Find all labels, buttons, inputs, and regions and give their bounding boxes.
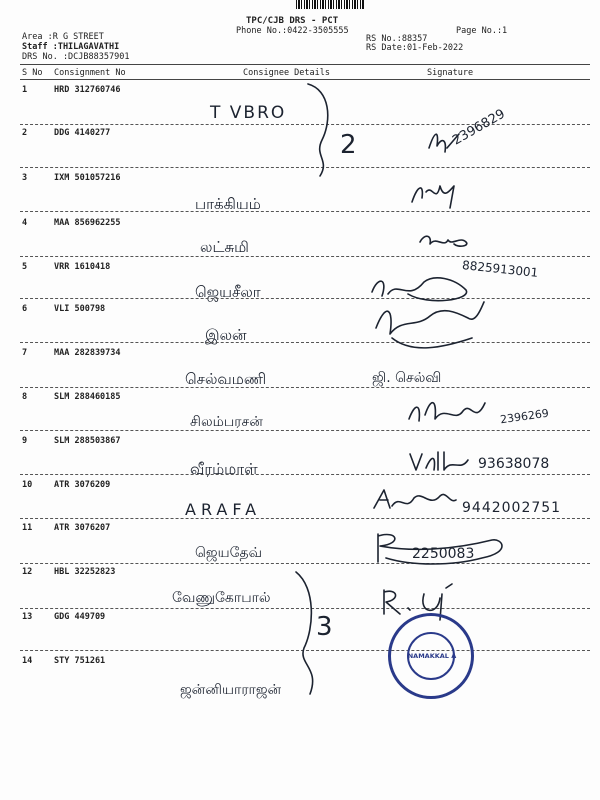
- rs-date: RS Date:01-Feb-2022: [366, 43, 464, 53]
- row-consignment: SLM 288503867: [54, 436, 121, 446]
- row-divider: [20, 387, 590, 388]
- row-sno: 7: [22, 348, 28, 358]
- row-consignment: DDG 4140277: [54, 128, 111, 138]
- consignee-handwriting: ஜெயதேவ்: [195, 545, 263, 561]
- row-sno: 9: [22, 436, 28, 446]
- row-consignment: MAA 282839734: [54, 348, 121, 358]
- signature-scribble: [370, 486, 460, 516]
- row-divider: [20, 298, 590, 299]
- bracket-scribble: [300, 80, 340, 180]
- row-consignment: HBL 32252823: [54, 567, 116, 577]
- row-consignment: IXM 501057216: [54, 173, 121, 183]
- company-seal-stamp: [388, 613, 474, 699]
- consignee-handwriting: வீரம்மாள்: [190, 460, 258, 478]
- row-divider: [20, 518, 590, 519]
- row-sno: 4: [22, 218, 28, 228]
- signature-handwriting: 2396269: [499, 406, 550, 427]
- row-sno: 13: [22, 612, 33, 622]
- consignee-handwriting: ஜன்னியாராஜன்: [180, 682, 282, 698]
- document-title: TPC/CJB DRS - PCT: [246, 16, 339, 26]
- consignee-handwriting: ARAFA: [185, 500, 262, 519]
- row-divider: [20, 211, 590, 212]
- row-consignment: MAA 856962255: [54, 218, 121, 228]
- column-header-consignee: Consignee Details: [243, 68, 330, 78]
- consignee-handwriting: ஜெயசீலா: [195, 283, 261, 301]
- signature-scribble: [425, 128, 465, 158]
- row-sno: 14: [22, 656, 33, 666]
- consignee-handwriting: செல்வமணி: [185, 370, 267, 388]
- row-consignment: VLI 500798: [54, 304, 106, 314]
- consignee-handwriting: இலன்: [205, 326, 247, 344]
- signature-scribble: [372, 298, 492, 358]
- phone-number: Phone No.:0422-3505555: [236, 26, 349, 36]
- column-header-signature: Signature: [427, 68, 474, 78]
- row-consignment: HRD 312760746: [54, 85, 121, 95]
- row-divider: [20, 430, 590, 431]
- staff-label: Staff :THILAGAVATHI: [22, 42, 120, 52]
- signature-handwriting: ஜி. செல்வி: [372, 370, 442, 386]
- consignee-handwriting: T VBRO: [210, 103, 287, 123]
- consignee-handwriting: பாக்கியம்: [195, 195, 261, 213]
- page-number: Page No.:1: [456, 26, 508, 36]
- row-divider: [20, 256, 590, 257]
- column-header-sno: S No: [22, 68, 43, 78]
- bracket-mark: 3: [316, 612, 333, 642]
- row-consignment: STY 751261: [54, 656, 106, 666]
- signature-handwriting: 2396829: [450, 106, 508, 149]
- row-consignment: SLM 288460185: [54, 392, 121, 402]
- consignee-handwriting: வேணுகோபால்: [172, 590, 271, 606]
- signature-handwriting: 93638078: [478, 456, 550, 472]
- seal-text: NAMAKKAL A: [407, 652, 457, 660]
- signature-scribble: [372, 528, 522, 572]
- row-sno: 10: [22, 480, 33, 490]
- bracket-scribble: [290, 568, 330, 698]
- barcode-image: [296, 0, 364, 9]
- column-header-consignment: Consignment No: [54, 68, 126, 78]
- row-consignment: ATR 3076209: [54, 480, 111, 490]
- row-consignment: ATR 3076207: [54, 523, 111, 533]
- row-consignment: GDG 449709: [54, 612, 106, 622]
- row-sno: 2: [22, 128, 28, 138]
- signature-scribble: [408, 448, 478, 478]
- signature-scribble: [410, 180, 470, 210]
- row-sno: 12: [22, 567, 33, 577]
- row-sno: 3: [22, 173, 28, 183]
- drs-number: DRS No. :DCJB88357901: [22, 52, 130, 62]
- row-sno: 6: [22, 304, 28, 314]
- signature-handwriting: 2250083: [412, 546, 475, 562]
- row-divider: [20, 342, 590, 343]
- row-sno: 11: [22, 523, 33, 533]
- row-sno: 1: [22, 85, 28, 95]
- header-rule-top: [20, 64, 590, 65]
- row-sno: 5: [22, 262, 28, 272]
- row-consignment: VRR 1610418: [54, 262, 111, 272]
- signature-scribble: [405, 395, 495, 435]
- bracket-mark: 2: [340, 130, 357, 160]
- consignee-handwriting: லட்சுமி: [200, 238, 249, 256]
- signature-scribble: [418, 232, 478, 252]
- rs-number: RS No.:88357: [366, 34, 428, 44]
- row-sno: 8: [22, 392, 28, 402]
- consignee-handwriting: சிலம்பரசன்: [190, 414, 263, 430]
- signature-handwriting: 8825913001: [461, 258, 539, 280]
- signature-handwriting: 9442002751: [462, 500, 562, 516]
- row-divider: [20, 474, 590, 475]
- area-label: Area :R G STREET: [22, 32, 104, 42]
